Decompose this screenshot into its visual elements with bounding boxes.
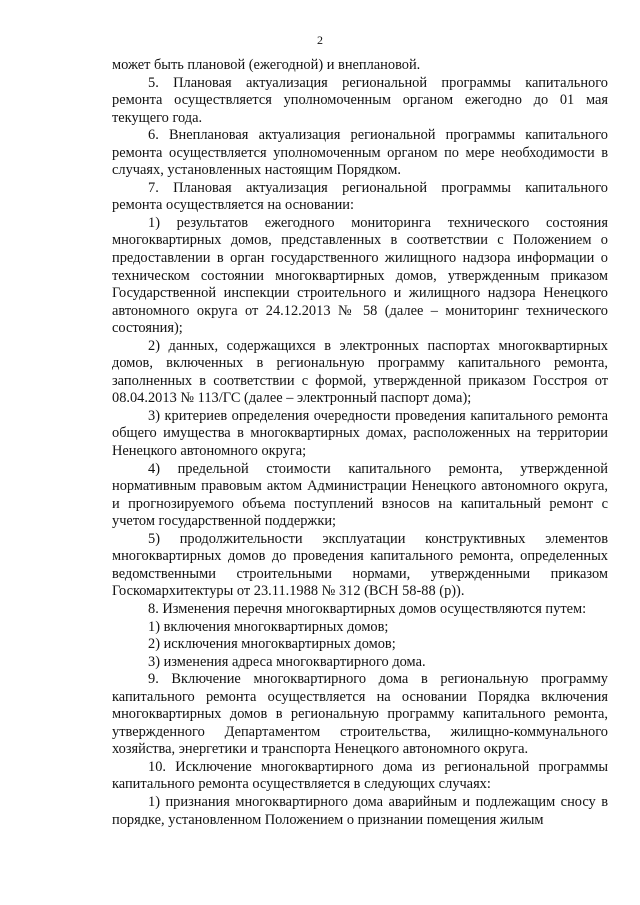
subitem-10-1: 1) признания многоквартирного дома аварийным и подлежащим сносу в порядке, установленном Положением о признании помещения жилым [112, 793, 608, 828]
subitem-7-5: 5) продолжительности эксплуатации конструктивных элементов многоквартирных домов до проведения капитального ремонта, определенных ведомственными строительными нормами, утвержденными приказом Госкомархитектуры от 23.11.1988 № 312 (ВСН 58-88 (р)). [112, 530, 608, 600]
paragraph-item-10: 10. Исключение многоквартирного дома из региональной программы капитального ремонта осуществляется в следующих случаях: [112, 758, 608, 793]
paragraph-item-5: 5. Плановая актуализация региональной программы капитального ремонта осуществляется уполномоченным органом ежегодно до 01 мая текущего года. [112, 74, 608, 126]
paragraph-item-8: 8. Изменения перечня многоквартирных домов осуществляются путем: [148, 600, 587, 617]
paragraph-item-9: 9. Включение многоквартирного дома в региональную программу капитального ремонта осуществляется на основании Порядка включения многоквартирных домов в региональную программу капитального ремонта, утвержденного Департаментом строительства, жилищно-коммунального хозяйства, энергетики и транспорта Ненецкого автономного округа. [112, 671, 608, 758]
paragraph-item-7: 7. Плановая актуализация региональной программы капитального ремонта осуществляется на основании: [112, 179, 608, 214]
subitem-7-2: 2) данных, содержащихся в электронных паспортах многоквартирных домов, включенных в региональную программу капитального ремонта, заполненных в соответствии с формой, утвержденной приказом Госстроя от 08.04.2013 № 113/ГС (далее – электронный паспорт дома); [112, 337, 608, 407]
paragraph-continuation: может быть плановой (ежегодной) и внеплановой. [112, 57, 421, 73]
subitem-8-3: 3) изменения адреса многоквартирного дома. [148, 653, 426, 670]
subitem-7-3: 3) критериев определения очередности проведения капитального ремонта общего имущества в многоквартирных домах, расположенных на территории Ненецкого автономного округа; [112, 407, 608, 460]
subitem-8-2: 2) исключения многоквартирных домов; [148, 636, 396, 653]
page-number: 2 [317, 33, 323, 47]
subitem-7-1: 1) результатов ежегодного мониторинга технического состояния многоквартирных домов, представленных в соответствии с Положением о предоставлении в орган государственного жилищного надзора информации о техническом состоянии многоквартирных домов, утвержденным приказом Государственной инспекции строительного и жилищного надзора Ненецкого автономного округа от 24.12.2013 № 58 (далее – мониторинг технического состояния); [112, 214, 608, 337]
subitem-8-1: 1) включения многоквартирных домов; [148, 618, 389, 635]
document-body [112, 57, 608, 829]
subitem-7-4: 4) предельной стоимости капитального ремонта, утвержденной нормативным правовым актом Администрации Ненецкого автономного округа, и прогнозируемого объема поступлений взносов на капитальный ремонт с учетом государственной поддержки; [112, 460, 608, 530]
paragraph-item-6: 6. Внеплановая актуализация региональной программы капитального ремонта осуществляется уполномоченным органом по мере необходимости в случаях, установленных настоящим Порядком. [112, 127, 608, 179]
